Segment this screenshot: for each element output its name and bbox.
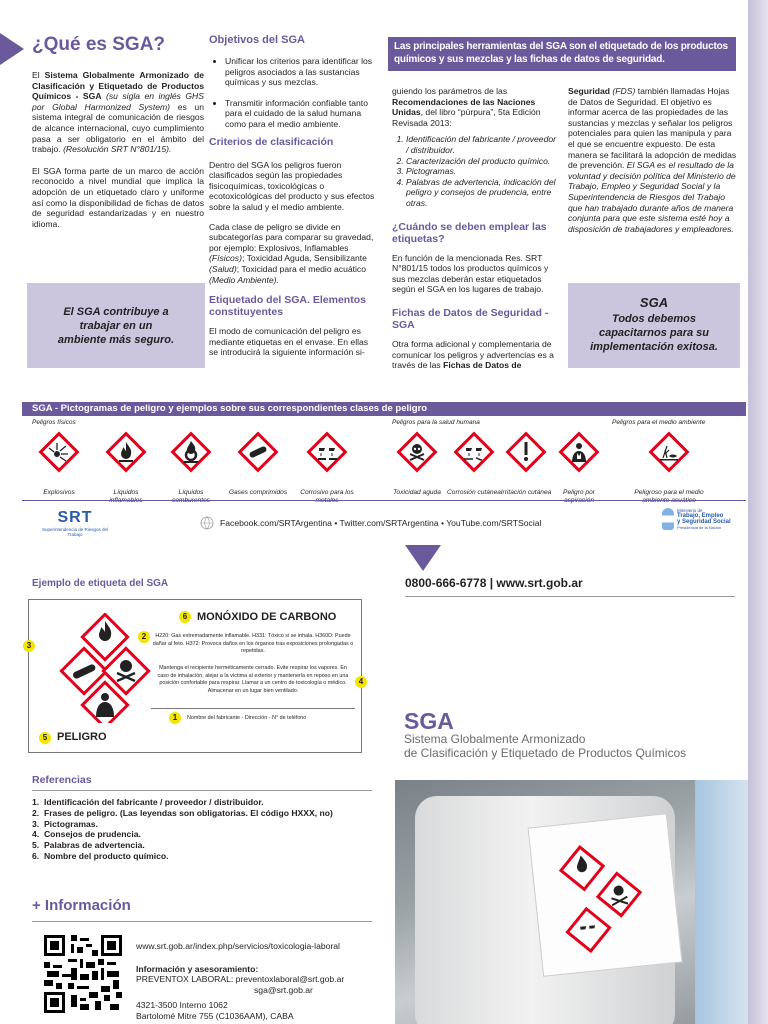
picto-toxicidad: [387, 430, 447, 497]
flame-over-circle-icon: [169, 430, 213, 474]
sga-box-text: Todos debemos capacitarnos para su implementación exitosa.: [590, 313, 718, 353]
ref-text: Identificación del fabricante / proveedor / distribuidor.: [43, 797, 264, 807]
explosion-icon: [37, 430, 81, 474]
intro-bold: Sistema Globalmente Armonizado de Clasificación y Etiquetado de Productos Químicos - SGA: [32, 70, 204, 102]
list-item: 2. Caracterización del producto químico.: [406, 156, 560, 167]
intro-paragraph: [32, 70, 204, 155]
toxicologia-url[interactable]: www.srt.gob.ar/index.php/servicios/toxicologia-laboral: [136, 941, 340, 951]
divider: [32, 790, 372, 791]
prudence-advice: Mantenga el recipiente herméticamente cerrado. Evite respirar los vapores. En caso de inhalación, alejar a la víctima al exterior y mantenerla en reposo en una posición confortable para respirar. Llamar a un centro de toxicología o médico. Almacenar en un lugar bien ventilado.: [157, 665, 349, 694]
divider: [405, 596, 735, 597]
cover-subtitle: [404, 733, 686, 760]
social-links[interactable]: Facebook.com/SRTArgentina • Twitter.com/SRTArgentina • YouTube.com/SRTSocial: [220, 518, 542, 528]
picto-label: Líquidos: [178, 489, 204, 496]
ref-text: Pictogramas.: [43, 818, 98, 829]
picto-label: Peligro por: [563, 489, 595, 496]
objetivos-title: Objetivos del SGA: [209, 34, 305, 46]
corrosion-skin-icon: [452, 430, 496, 474]
fds-detail-a: Seguridad: [568, 86, 611, 96]
list-item: 1. Identificación del fabricante / proveedor / distribuidor.: [32, 797, 264, 807]
picto-irritacion: [496, 430, 556, 497]
sga-box: [568, 283, 740, 368]
globe-icon: [200, 516, 214, 530]
parametros-paragraph: [392, 86, 560, 128]
cover-title: SGA: [404, 708, 454, 734]
references-list: [32, 797, 333, 862]
picto-corrosion-cutanea: [444, 430, 504, 497]
list-item: • Unificar los criterios para identificar los peligros asociados a las sustancias químicas y sus mezclas.: [225, 56, 379, 88]
gas-cylinder-icon: [236, 430, 280, 474]
label-product-row: [179, 611, 336, 623]
cuando-title: ¿Cuándo se deben emplear las etiquetas?: [392, 220, 547, 245]
divider: [22, 500, 746, 501]
hazard-phrases-text: H220: Gas extremadamente inflamable. H331: Tóxico si se inhala. H360D: Puede dañar al feto. H372: Provoca daños en los órganos tras exposiciones prolongadas o repetidas.: [152, 633, 354, 654]
callout-5: 5: [39, 732, 51, 744]
section-title-que-es: ¿Qué es SGA?: [32, 34, 166, 55]
ref-text: Frases de peligro. (Las leyendas son obligatorias. El código HXXX, no): [43, 807, 333, 818]
ref-text: Nombre del producto químico.: [43, 850, 169, 861]
picto-label: Gases comprimidos: [228, 489, 288, 496]
label-example-title: Ejemplo de etiqueta del SGA: [32, 578, 169, 589]
crit-c: ; Toxicidad Aguda, Sensibilizante: [241, 253, 367, 264]
fds-detail-d: El SGA es el resultado de la voluntad y decisión política del Ministerio de Trabajo, Empleo y Seguridad Social y la Superintendencia de Riesgos del Trabajo que han trabajado durante años de manera conjunta para que este sistema esté hoy a disposición de trabajadores y empleadores.: [568, 160, 736, 234]
column-que-es: [32, 34, 204, 229]
picto-aspiracion: [549, 430, 609, 504]
etiquetado-paragraph: El modo de comunicación del peligro es mediante etiquetas en el envase. En ellas se introducirá la siguiente información si-: [209, 326, 369, 358]
ministerio-line4: Presidencia de la Nación: [677, 525, 722, 530]
etiquetado-title: Etiquetado del SGA. Elementos constituyentes: [209, 294, 366, 319]
srt-logo-sub: Superintendencia de Riesgos del Trabajo: [41, 527, 109, 537]
param-b: Recomendaciones de las Naciones Unidas: [392, 96, 536, 118]
column-objetivos: [209, 34, 379, 358]
advisory-email-preventox[interactable]: PREVENTOX LABORAL: preventoxlaboral@srt.gob.ar: [136, 974, 345, 985]
picto-inflamables: [96, 430, 156, 504]
picto-label: Líquidos: [113, 489, 139, 496]
list-item: 4. Palabras de advertencia, indicación del peligro y consejos de prudencia, entre otras.: [406, 177, 560, 209]
srt-logo-text: SRT: [57, 509, 93, 526]
references-title: Referencias: [32, 774, 92, 786]
fds-a: Otra forma adicional y complementaria de comunicar los peligros y advertencias es a través de las: [392, 338, 554, 371]
photo-bottle: [395, 780, 748, 1024]
list-item: 2. Frases de peligro. (Las leyendas son obligatorias. El código HXXX, no): [32, 807, 333, 818]
list-item: 3. Pictogramas.: [32, 818, 98, 829]
callout-6: 6: [179, 611, 191, 623]
more-info-title: + Información: [32, 897, 131, 914]
advisory-address: Bartolomé Mitre 755 (C1036AAM), CABA: [136, 1010, 294, 1021]
label-pictograms: [59, 613, 159, 723]
ministerio-line2: Trabajo, Empleo: [677, 513, 724, 519]
picto-label: Irritación cutánea: [500, 489, 552, 496]
escudo-icon: [662, 508, 674, 530]
picto-label: Corrosivo para los: [300, 489, 354, 496]
purple-arrow: [0, 33, 24, 65]
qr-code[interactable]: [44, 935, 122, 1013]
advisory-title: Información y asesoramiento:: [136, 964, 259, 974]
picto-ambiente: [630, 430, 708, 504]
param-a: guiendo los parámetros de las: [392, 86, 508, 96]
fds-b: Fichas de Datos de: [443, 360, 522, 371]
picto-corrosivo-metales: [297, 430, 357, 504]
list-item: • Transmitir información confiable tanto para el cuidado de la salud humana como para el medio ambiente.: [225, 98, 379, 130]
health-hazard-icon: [557, 430, 601, 474]
crit-a: Cada clase de peligro se divide en subcategorías para comparar su gravedad, por ejemplo: Explosivos, Inflamables: [209, 221, 374, 253]
corrosion-icon: [305, 430, 349, 474]
divider: [32, 921, 372, 922]
picto-label: Corrosión cutánea: [447, 489, 501, 496]
column-fds: [568, 86, 738, 234]
ref-text: Consejos de prudencia.: [43, 829, 141, 840]
signal-word: PELIGRO: [57, 731, 107, 743]
picto-label: Peligroso para el medio: [634, 489, 704, 496]
srt-logo: [40, 509, 110, 537]
ref-text: Palabras de advertencia.: [43, 840, 145, 851]
criterios-paragraph-1: Dentro del SGA los peligros fueron clasificados según las propiedades fisicoquímicas, toxicológicas o ecotoxicológicas del producto y sus efectos sobre la salud y el medio ambiente.: [209, 159, 375, 212]
picto-explosivos: [29, 430, 89, 497]
parametros-list: [392, 134, 560, 208]
objetivos-list: [209, 56, 379, 130]
callout-3: 3: [23, 640, 35, 652]
marco-paragraph: El SGA forma parte de un marco de acción reconocido a nivel mundial que implica la adopción de un etiquetado claro y uniforme así como la disponibilidad de fichas de datos de seguridad estandarizadas y en nuestro idioma.: [32, 165, 204, 229]
photo-window: [695, 780, 748, 1024]
tools-banner: Las principales herramientas del SGA son el etiquetado de los productos químicos y sus mezclas y las fichas de datos de seguridad.: [388, 37, 736, 71]
picto-gases: [228, 430, 288, 497]
sga-box-title: SGA: [639, 295, 669, 310]
decorative-strip: [748, 0, 768, 1024]
exclamation-icon: [504, 430, 548, 474]
advisory-email-sga[interactable]: sga@srt.gob.ar: [254, 984, 313, 995]
quote-box: [27, 283, 205, 368]
advisory-block: [136, 964, 344, 1021]
callout-1: 1: [169, 712, 181, 724]
hazard-phrases: [132, 633, 354, 656]
crit-b: (Físicos): [209, 253, 242, 264]
quote-text: El SGA contribuye a trabajar en un ambiente más seguro.: [57, 305, 175, 346]
crit-e: ; Toxicidad para el medio acuático: [236, 263, 367, 274]
product-name: MONÓXIDO DE CARBONO: [197, 611, 337, 623]
environment-icon: [647, 430, 691, 474]
cover-sub2: de Clasificación y Etiquetado de Productos Químicos: [404, 745, 687, 760]
criterios-paragraph-2: [209, 222, 379, 286]
intro-ref: (Resolución SRT N°801/15).: [63, 144, 172, 155]
skull-crossbones-icon: [395, 430, 439, 474]
group-fisicos: Peligros físicos: [32, 419, 76, 426]
crit-f: (Medio Ambiente).: [209, 274, 279, 285]
fds-paragraph: [392, 339, 560, 371]
criterios-title: Criterios de clasificación: [209, 135, 334, 148]
fds-detail-paragraph: [568, 86, 738, 234]
fds-detail-c: también llamadas Hojas de Datos de Seguridad. El objetivo es informar acerca de las propiedades de las sustancias y mezclas y señalar los peligros potenciales para quien las manipula y para el que se encuentre expuesto. De esta manera se facilitará la adopción de medidas de prevención.: [568, 86, 737, 171]
example-label: [28, 599, 362, 753]
list-item: 3. Pictogramas.: [406, 166, 560, 177]
intro-rest: es un sistema integral de comunicación de riesgos de alcance internacional, cuyo cumplimiento pasa a ser obligatorio en el ámbito del trabajo.: [32, 101, 204, 155]
pictogram-header: SGA - Pictogramas de peligro y ejemplos sobre sus correspondientes clases de peligro: [22, 402, 746, 416]
crit-d: (Salud): [209, 263, 237, 274]
fds-title: Fichas de Datos de Seguridad - SGA: [392, 306, 549, 331]
group-ambiente: Peligros para el medio ambiente: [612, 419, 706, 426]
list-item: 5. Palabras de advertencia.: [32, 840, 145, 851]
cuando-paragraph: En función de la mencionada Res. SRT N°801/15 todos los productos químicos y sus mezclas deberán estar etiquetados según el SGA en los lugares de trabajo.: [392, 252, 549, 295]
flame-icon: [104, 430, 148, 474]
intro-italic: (su sigla en inglés GHS por Global Harmonized System): [32, 91, 204, 112]
maker-row: [169, 712, 306, 724]
picto-label: Explosivos: [43, 489, 75, 496]
picto-comburentes: [161, 430, 221, 504]
advisory-phone: 4321-3500 Interno 1062: [136, 1000, 228, 1011]
cover-sub1: Sistema Globalmente Armonizado: [404, 732, 586, 746]
fds-detail-b: (FDS): [612, 86, 636, 96]
list-item: 6. Nombre del producto químico.: [32, 850, 169, 861]
callout-4: 4: [355, 676, 367, 688]
group-salud: Peligros para la salud humana: [392, 419, 480, 426]
phone-web[interactable]: 0800-666-6778 | www.srt.gob.ar: [405, 576, 583, 590]
picto-label: Toxicidad aguda: [393, 489, 441, 496]
maker-info: Nombre del fabricante - Dirección - N° de teléfono: [187, 715, 307, 721]
purple-down-arrow: [405, 545, 441, 571]
callout-2: 2: [138, 631, 150, 643]
bottle-label: [528, 813, 683, 977]
intro-lead: El: [32, 70, 40, 80]
list-item: 4. Consejos de prudencia.: [32, 829, 141, 840]
column-parametros: [392, 86, 560, 371]
ministerio-line3: y Seguridad Social: [677, 519, 731, 525]
ministerio-logo: [662, 508, 752, 530]
ministerio-line1: Ministerio de: [677, 508, 703, 513]
list-item: 1. Identificación del fabricante / proveedor / distribuidor.: [406, 134, 560, 155]
param-c: , del libro “púrpura”, 5ta Edición Revisada 2013:: [392, 107, 541, 128]
label-divider: [151, 708, 355, 709]
